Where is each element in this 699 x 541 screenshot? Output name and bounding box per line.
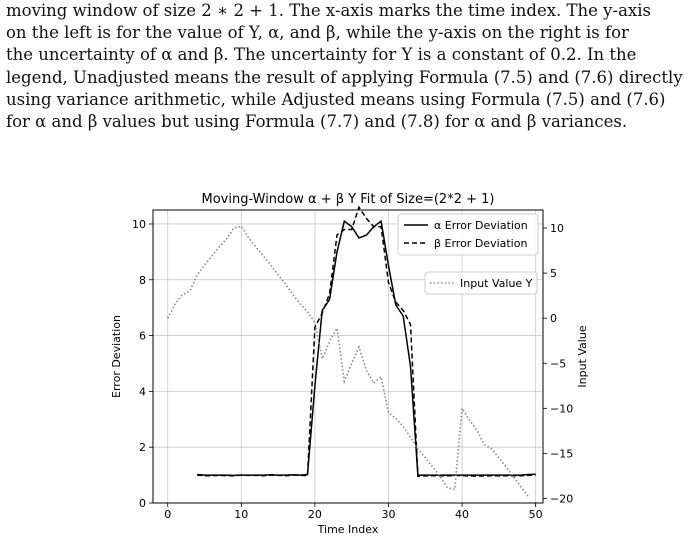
y-left-tick-label: 2 <box>139 441 146 455</box>
x-tick-label: 0 <box>164 508 172 521</box>
y-right-tick-label: −15 <box>550 447 574 461</box>
y-right-tick-label: 10 <box>550 222 564 236</box>
body-paragraph <box>6 0 696 133</box>
y-left-tick-label: 0 <box>139 497 146 510</box>
paragraph-line: for α and β values but using Formula (7.7) and (7.8) for α and β variances. <box>6 112 628 132</box>
y-right-tick-label: −20 <box>550 492 574 506</box>
paragraph-line: on the left is for the value of Y, α, and β, while the y-axis on the right is for <box>6 23 629 43</box>
x-tick-label: 50 <box>528 508 543 521</box>
x-tick-label: 10 <box>234 508 249 521</box>
y-right-tick-label: 0 <box>550 312 557 326</box>
moving-window-fit-chart <box>0 180 699 541</box>
y-left-tick-label: 4 <box>139 385 146 399</box>
legend-label: Input Value Y <box>460 277 533 290</box>
x-tick-label: 40 <box>455 508 470 521</box>
y-right-tick-label: −5 <box>550 357 567 371</box>
paragraph-line: legend, Unadjusted means the result of applying Formula (7.5) and (7.6) directly <box>6 67 683 87</box>
series-line-1 <box>197 221 535 475</box>
x-tick-label: 20 <box>307 508 322 521</box>
y-left-tick-label: 10 <box>132 217 146 231</box>
x-axis-label: Time Index <box>317 523 379 536</box>
y-left-tick-label: 6 <box>139 329 146 343</box>
chart-title: Moving-Window α + β Y Fit of Size=(2*2 + 1) <box>201 192 495 207</box>
y-right-tick-label: −10 <box>550 402 574 416</box>
x-tick-label: 30 <box>381 508 396 521</box>
paragraph-line: the uncertainty of α and β. The uncertainty for Y is a constant of 0.2. In the <box>6 45 637 65</box>
paragraph-line: moving window of size 2 ∗ 2 + 1. The x-axis marks the time index. The y-axis <box>6 1 651 20</box>
legend-label: β Error Deviation <box>434 237 528 250</box>
y-left-axis-label: Error Deviation <box>110 315 123 398</box>
y-left-tick-label: 8 <box>139 273 146 287</box>
paragraph-line: using variance arithmetic, while Adjusted means using Formula (7.5) and (7.6) <box>6 89 666 109</box>
legend-label: α Error Deviation <box>434 219 528 232</box>
y-right-tick-label: 5 <box>550 267 557 281</box>
series-line-3 <box>168 226 529 497</box>
y-right-axis-label: Input Value <box>576 325 589 388</box>
